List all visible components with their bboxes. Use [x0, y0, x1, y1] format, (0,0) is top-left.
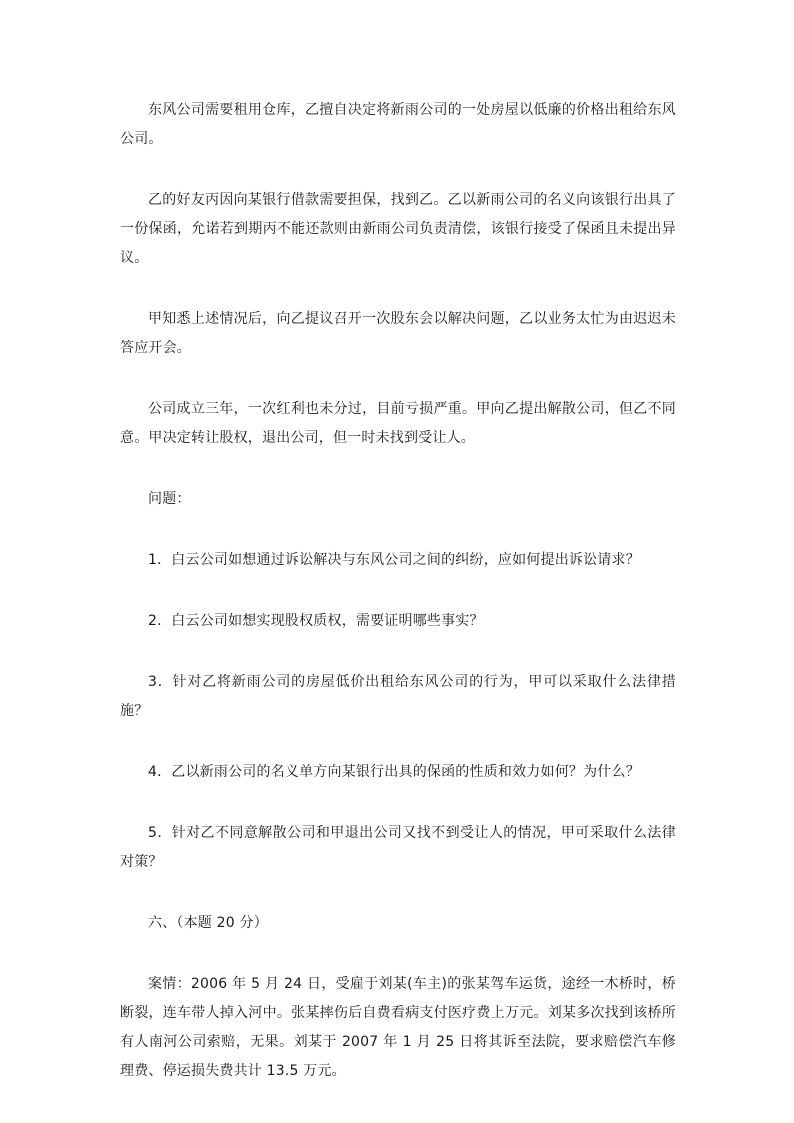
case-paragraph: 案情：2006 年 5 月 24 日，受雇于刘某(车主)的张某驾车运货，途经一木桥时，桥断裂，连车带人掉入河中。张某摔伤后自费看病支付医疗费上万元。刘某多次找到该桥所有人南河公司索赔，无果。刘某于 2007 年 1 月 25 日将其诉至法院，要求赔偿汽车修理费、停运损失费共计 13.5 万元。 — [120, 976, 676, 1079]
document-body — [120, 96, 676, 1118]
question-2: 2．白云公司如想实现股权质权，需要证明哪些事实？ — [148, 613, 484, 629]
questions-heading: 问题： — [148, 491, 191, 507]
paragraph-shareholder-meeting: 甲知悉上述情况后，向乙提议召开一次股东会以解决问题，乙以业务太忙为由迟迟未答应开会。 — [120, 311, 676, 356]
section-heading-six: 六、（本题 20 分） — [148, 915, 268, 931]
paragraph-guarantee: 乙的好友丙因向某银行借款需要担保，找到乙。乙以新雨公司的名义向该银行出具了一份保函，允诺若到期丙不能还款则由新雨公司负责清偿，该银行接受了保函且未提出异议。 — [120, 192, 676, 266]
question-5: 5．针对乙不同意解散公司和甲退出公司又找不到受让人的情况，甲可采取什么法律对策？ — [120, 825, 676, 870]
question-3: 3．针对乙将新雨公司的房屋低价出租给东风公司的行为，甲可以采取什么法律措施？ — [120, 674, 676, 719]
question-1: 1．白云公司如想通过诉讼解决与东风公司之间的纠纷，应如何提出诉讼请求？ — [148, 552, 640, 568]
question-4: 4．乙以新雨公司的名义单方向某银行出具的保函的性质和效力如何？为什么？ — [148, 764, 640, 780]
paragraph-rental: 东风公司需要租用仓库，乙擅自决定将新雨公司的一处房屋以低廉的价格出租给东风公司。 — [120, 102, 676, 147]
paragraph-dissolution: 公司成立三年，一次红利也未分过，目前亏损严重。甲向乙提出解散公司，但乙不同意。甲决定转让股权，退出公司，但一时未找到受让人。 — [120, 401, 676, 446]
